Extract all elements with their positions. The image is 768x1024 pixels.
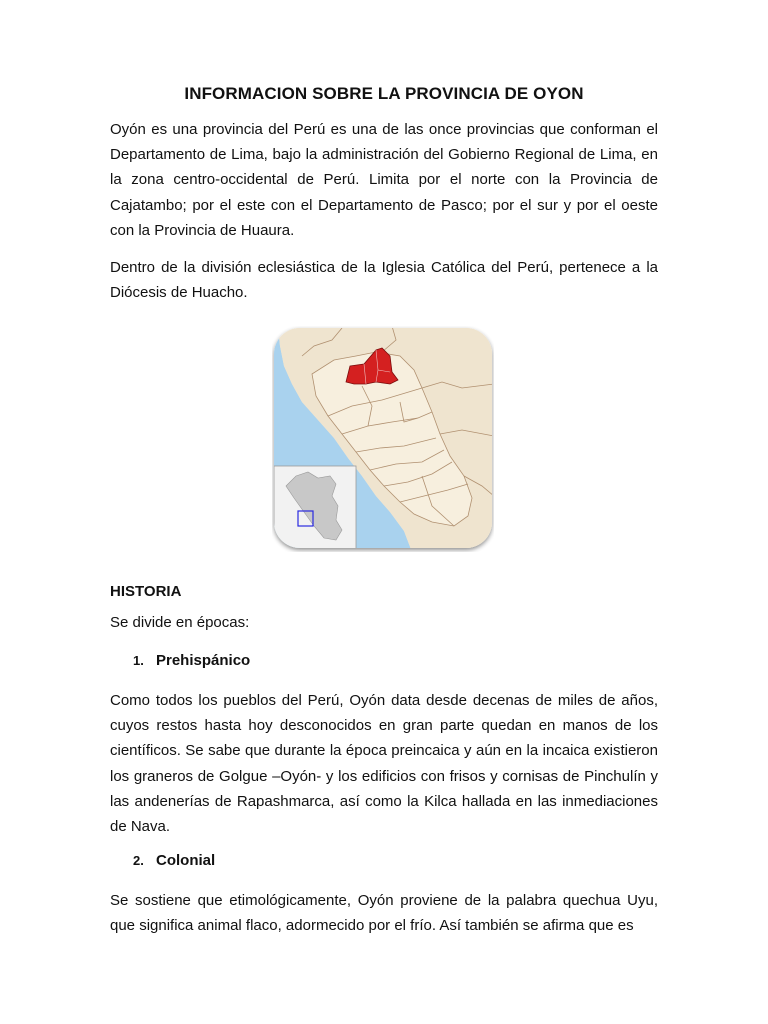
paragraph-diocese: Dentro de la división eclesiástica de la Iglesia Católica del Perú, pertenece a la Diócesis de Huacho. [110, 259, 658, 302]
historia-intro: Se divide en épocas: [110, 614, 250, 631]
section-heading-historia: HISTORIA [110, 583, 182, 600]
list-item-label: Colonial [156, 852, 216, 869]
list-item-prehispanico [133, 652, 250, 669]
document-title: INFORMACION SOBRE LA PROVINCIA DE OYON [184, 84, 584, 103]
paragraph-intro: Oyón es una provincia del Perú es una de las once provincias que conforman el Departamento de Lima, bajo la administración del Gobierno Regional de Lima, en la zona centro-occidental de Perú. Limita por el norte con la Provincia de Cajatambo; por el este con el Departamento de Pasco; por el sur y por el oeste con la Provincia de Huaura. [110, 121, 658, 239]
list-item-number: 1. [133, 653, 144, 668]
list-item-label: Prehispánico [156, 652, 251, 669]
list-item-number: 2. [133, 853, 144, 868]
list-item-colonial [133, 852, 215, 869]
paragraph-colonial: Se sostiene que etimológicamente, Oyón proviene de la palabra quechua Uyu, que significa animal flaco, adormecido por el frío. Así también se afirma que es [110, 892, 658, 935]
oyon-location-map-image [272, 326, 494, 552]
paragraph-prehispanico: Como todos los pueblos del Perú, Oyón data desde decenas de miles de años, cuyos restos hasta hoy desconocidos en gran parte quedan en manos de los científicos. Se sabe que durante la época preincaica y aún en la incaica existieron los graneros de Golgue –Oyón- y los edificios con frisos y cornisas de Pinchulín y las andenerías de Rapashmarca, así como la Kilca hallada en las inmediaciones de Nava. [110, 692, 658, 836]
location-map [272, 326, 494, 552]
